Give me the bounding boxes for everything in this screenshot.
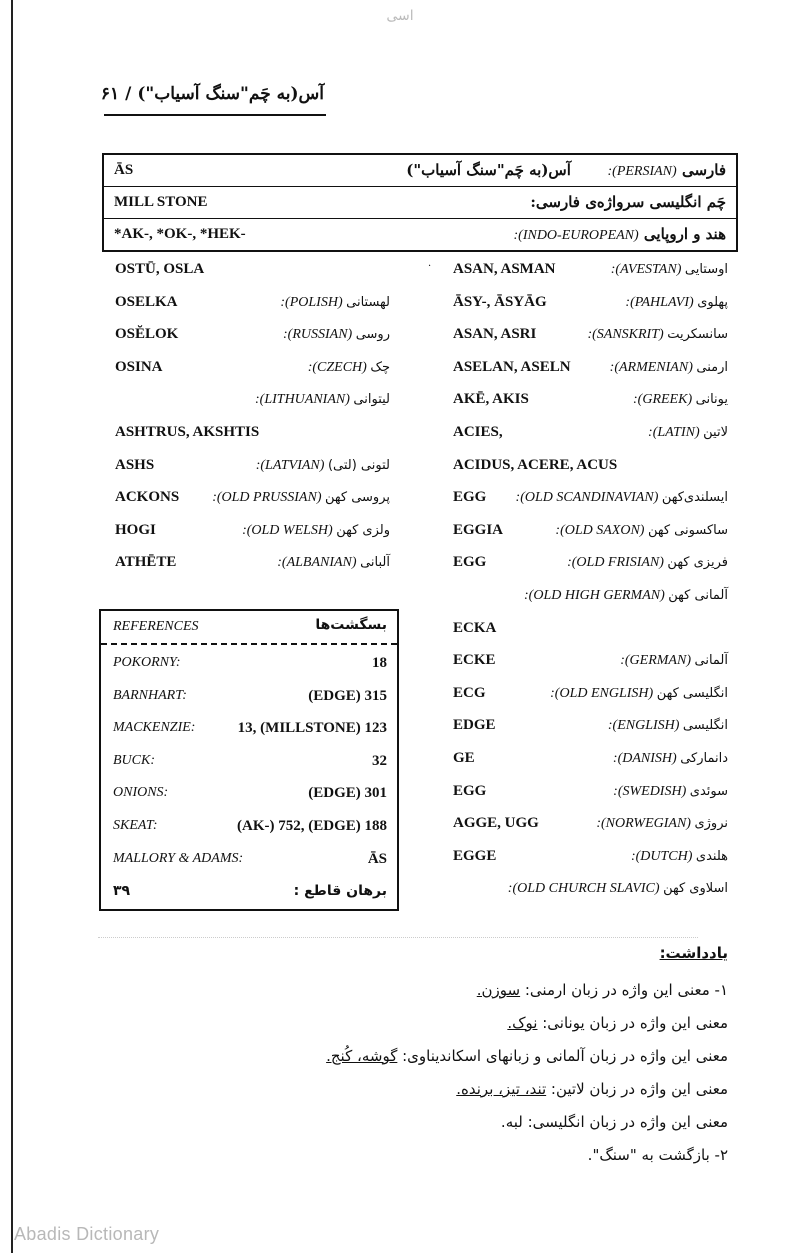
cognate-word: AKĒ, AKIS [453, 391, 529, 408]
note-text: معنی این واژه در زبان انگلیسی: لبه. [500, 1113, 728, 1131]
reference-row-burhan [101, 877, 397, 907]
language-label [611, 261, 728, 278]
note-text: معنی این واژه در زبان یونانی: [537, 1014, 728, 1032]
header-row-pie [104, 219, 736, 250]
cognate-word: ASAN, ASMAN [453, 261, 556, 277]
cognate-word: ATHĒTE [115, 554, 177, 571]
language-name-fa: لیتوانی [353, 392, 390, 408]
language-name-en: (SWEDISH): [613, 783, 690, 799]
language-label [608, 717, 728, 734]
language-name-en: (OLD FRISIAN): [567, 555, 668, 571]
references-title-en: REFERENCES [113, 619, 199, 634]
language-label [620, 652, 728, 669]
reference-name: BARNHART: [113, 687, 187, 703]
cognate-word: ASAN, ASRI [453, 326, 537, 343]
language-name-fa: لتونی (لتی) [327, 457, 390, 473]
running-head-title: آس(به چَم"سنگ آسیاب") [137, 84, 324, 104]
language-name-fa: اوستایی [684, 262, 728, 277]
cognate-word: EGG [453, 782, 487, 799]
language-label [516, 489, 728, 506]
language-name-en: (ALBANIAN): [277, 555, 361, 571]
language-name-fa: اسلاوی کهن [663, 881, 728, 897]
reference-value: 18 [372, 655, 387, 671]
language-name-fa: آلبانی [360, 555, 390, 571]
note-text: ۱- معنی این واژه در زبان ارمنی: [520, 981, 728, 999]
cognate-word: AGGE, UGG [453, 815, 539, 832]
references-header [101, 611, 397, 645]
reference-name: MACKENZIE: [113, 720, 196, 736]
language-name-en: (LATIN): [648, 425, 704, 440]
pie-root: *AK-, *OK-, *HEK- [114, 226, 246, 242]
english-meaning: MILL STONE [114, 194, 208, 210]
stray-dot: · [428, 261, 432, 272]
language-name-fa: هلندی [695, 848, 728, 864]
note-line [477, 981, 728, 999]
language-name-fa: فریزی کهن [667, 555, 728, 571]
reference-row [101, 845, 397, 875]
pie-label [513, 225, 726, 244]
language-name-en: (ARMENIAN): [609, 359, 697, 375]
cognate-word: ASHTRUS, AKSHTIS [115, 424, 260, 440]
language-name-en: (PAHLAVI): [625, 294, 698, 310]
english-meaning-label: چَم انگلیسی سرواژه‌ی فارسی: [530, 193, 726, 211]
language-label [524, 587, 728, 604]
language-name-fa: چک [370, 359, 390, 375]
language-label [587, 326, 728, 343]
language-name-fa: روسی [355, 327, 390, 343]
lang-label-fa: فارسی [681, 161, 726, 179]
headword-latin: ĀS [114, 162, 134, 178]
note-line [456, 1080, 728, 1098]
note-emphasis: گوشه، کُنج. [326, 1047, 398, 1065]
reference-row [101, 779, 397, 809]
note-emphasis: نوک. [507, 1014, 538, 1032]
reference-value: ĀS [367, 850, 387, 867]
language-name-en: (DUTCH): [630, 848, 696, 864]
language-label [567, 554, 728, 571]
note-text: ۲- بازگشت به "سنگ". [587, 1146, 728, 1164]
language-label [242, 522, 390, 539]
page-left-rule [11, 0, 13, 1253]
language-label [625, 294, 728, 311]
references-box [99, 609, 399, 911]
language-name-en: (OLD ENGLISH): [550, 685, 657, 701]
language-name-en: (RUSSIAN): [282, 327, 356, 343]
language-name-fa: پروسی کهن [324, 490, 390, 506]
language-name-en: (NORWEGIAN): [596, 816, 695, 832]
language-name-fa: آلمانی کهن [668, 588, 728, 603]
header-row-english [104, 187, 736, 219]
reference-value: 32 [372, 752, 387, 769]
language-label [255, 391, 390, 408]
watermark-bottom: Abadis Dictionary [14, 1224, 160, 1244]
language-label [613, 783, 728, 800]
cognate-word: ACIES, [453, 424, 503, 440]
cognate-word: OSINA [115, 358, 163, 375]
headword-persian [406, 161, 726, 180]
language-name-fa: ایسلندی‌کهن [661, 490, 728, 506]
cognate-word: EGGE [453, 847, 497, 864]
lang-label-fa: هند و اروپایی [643, 225, 726, 243]
reference-row [101, 747, 397, 777]
cognate-word: ECKE [453, 652, 496, 669]
references-title-fa: بسگشت‌ها [315, 617, 387, 633]
reference-value: (EDGE) 301 [308, 785, 387, 802]
language-name-en: (ENGLISH): [607, 718, 683, 734]
cognate-word: HOGI [115, 521, 156, 538]
language-name-en: (OLD CHURCH SLAVIC): [507, 881, 664, 897]
burhan-value: ۳۹ [113, 883, 131, 900]
reference-name: ONIONS: [113, 785, 169, 801]
language-name-en: (GERMAN): [620, 653, 695, 669]
language-label [277, 554, 390, 571]
note-line [501, 1113, 728, 1131]
language-label [280, 294, 390, 311]
reference-value: (EDGE) 315 [308, 687, 387, 704]
reference-row [101, 714, 397, 744]
language-label [508, 880, 728, 897]
language-name-en: (POLISH): [280, 294, 347, 310]
language-name-fa: سوئدی [689, 783, 728, 799]
language-name-en: (SANSKRIT): [587, 327, 668, 343]
headword-fa: آس(به چَم"سنگ آسیاب") [406, 161, 571, 179]
note-line [588, 1146, 728, 1164]
language-name-en: (LITHUANIAN): [255, 392, 354, 408]
running-head [100, 84, 324, 104]
reference-value: 13, (MILLSTONE) 123 [237, 720, 387, 737]
cognate-word: OSELKA [115, 293, 178, 310]
language-label [550, 685, 728, 702]
cognate-word: ACKONS [115, 489, 180, 506]
language-name-en: (LATVIAN): [255, 457, 328, 473]
language-label [631, 848, 728, 865]
language-label [555, 522, 728, 539]
cognate-word: EGG [453, 489, 487, 506]
reference-name: MALLORY & ADAMS: [113, 850, 244, 866]
language-name-en: (OLD WELSH): [242, 522, 337, 538]
entry-header-box [102, 153, 738, 252]
reference-name: BUCK: [113, 752, 155, 768]
language-name-fa: پهلوی [697, 294, 728, 310]
note-text: معنی این واژه در زبان لاتین: [546, 1080, 728, 1098]
cognate-word: ASELAN, ASELN [453, 358, 571, 375]
reference-row [101, 649, 397, 679]
language-name-en: (DANISH): [612, 751, 681, 766]
running-head-underline [104, 114, 326, 116]
note-line [507, 1014, 728, 1032]
language-name-fa: انگلیسی [682, 718, 728, 734]
language-name-fa: آلمانی [694, 653, 728, 669]
cognate-word: ACIDUS, ACERE, ACUS [453, 456, 618, 473]
language-name-fa: لاتین [703, 425, 728, 440]
language-name-fa: انگلیسی کهن [656, 685, 728, 701]
note-emphasis: تند، تیز، برنده. [456, 1080, 547, 1098]
lang-label-en: (INDO-EUROPEAN): [513, 228, 639, 243]
cognate-word: GE [453, 750, 475, 766]
language-label [596, 815, 728, 832]
language-name-fa: لهستانی [346, 294, 390, 310]
reference-value: (AK-) 752, (EDGE) 188 [237, 818, 387, 834]
language-name-fa: ارمنی [696, 359, 728, 375]
notes-title: یادداشت: [659, 944, 728, 962]
notes-divider [98, 937, 698, 938]
language-name-en: (GREEK): [633, 392, 696, 408]
language-name-en: (AVESTAN): [610, 262, 685, 277]
lang-label-en: (PERSIAN): [607, 164, 677, 179]
language-name-fa: ساکسونی کهن [647, 522, 728, 538]
language-name-fa: دانمارکی [680, 751, 728, 766]
language-name-en: (OLD SCANDINAVIAN): [515, 490, 662, 506]
cognate-word: ECG [453, 684, 486, 701]
language-label [648, 424, 728, 441]
language-label [283, 326, 390, 343]
cognate-word: OSTŪ, OSLA [115, 261, 205, 277]
language-name-en: (OLD SAXON): [555, 522, 648, 538]
language-name-fa: نروژی [694, 816, 728, 832]
reference-name: POKORNY: [113, 655, 181, 670]
language-name-en: (OLD PRUSSIAN): [212, 490, 325, 506]
language-label [633, 391, 728, 408]
note-emphasis: سوزن. [476, 981, 521, 999]
reference-name: SKEAT: [113, 818, 158, 833]
language-name-en: (CZECH): [307, 359, 371, 375]
page-number: ۶۱ [100, 84, 120, 104]
language-label [610, 359, 728, 376]
note-text: معنی این واژه در زبان آلمانی و زبانهای اسکاندیناوی: [397, 1047, 728, 1065]
reference-row [101, 812, 397, 842]
language-name-fa: سانسکریت [667, 327, 728, 343]
cognate-word: ASHS [115, 456, 155, 473]
language-name-fa: یونانی [695, 392, 728, 408]
note-line [326, 1047, 728, 1065]
reference-row [101, 682, 397, 712]
burhan-label: برهان قاطع : [293, 883, 387, 900]
cognate-word: EGG [453, 554, 487, 571]
cognate-word: EGGIA [453, 521, 504, 538]
watermark-top: اسی [386, 8, 414, 24]
cognate-word: OSĔLOK [115, 326, 179, 343]
cognate-word: ĀSY-, ĀSYĀG [453, 293, 547, 310]
cognate-word: ECKA [453, 619, 497, 636]
language-name-fa: ولزی کهن [336, 522, 390, 538]
header-row-persian [104, 155, 736, 187]
language-label [308, 359, 390, 376]
language-name-en: (OLD HIGH GERMAN): [524, 588, 669, 603]
language-label [212, 489, 390, 506]
language-label [256, 457, 390, 474]
language-label [613, 750, 728, 767]
running-head-separator: / [125, 84, 132, 104]
cognate-word: EDGE [453, 717, 496, 734]
